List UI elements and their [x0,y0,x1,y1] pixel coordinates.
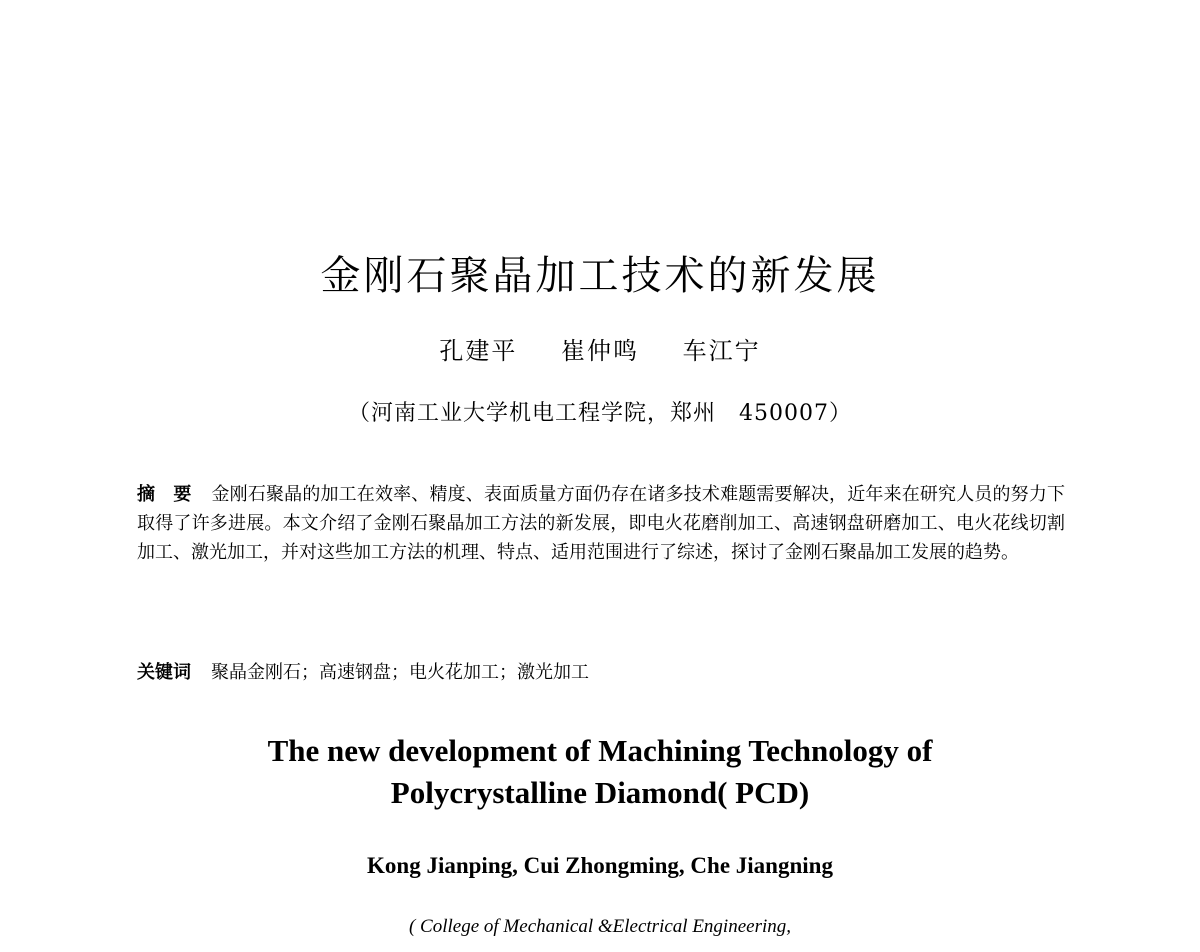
author-name: 崔仲鸣 [561,337,639,365]
english-affiliation: ( College of Mechanical &Electrical Engineering, [408,916,791,937]
chinese-title: 金刚石聚晶加工技术的新发展 [320,253,880,299]
keywords [137,658,1065,687]
english-title-line: The new development of Machining Technology of [267,733,933,768]
abstract [137,480,1065,567]
chinese-affiliation: （河南工业大学机电工程学院，郑州 450007） [348,401,852,426]
keywords-label: 关键词 [137,662,191,683]
english-authors: Kong Jianping, Cui Zhongming, Che Jiangning [367,853,833,878]
english-title [0,730,1200,814]
keywords-text: 聚晶金刚石；高速钢盘；电火花加工；激光加工 [211,662,589,683]
abstract-label: 摘 要 [137,484,192,505]
author-name: 孔建平 [439,337,518,365]
chinese-authors [0,334,1200,368]
author-name: 车江宁 [682,337,761,365]
abstract-text: 金刚石聚晶的加工在效率、精度、表面质量方面仍存在诸多技术难题需要解决，近年来在研究人员的努力下取得了许多进展。本文介绍了金刚石聚晶加工方法的新发展，即电火花磨削加工、高速钢盘研磨加工、电火花线切割加工、激光加工，并对这些加工方法的机理、特点、适用范围进行了综述，探讨了金刚石聚晶加工发展的趋势。 [137,484,1066,563]
english-title-line: Polycrystalline Diamond( PCD) [390,775,810,810]
